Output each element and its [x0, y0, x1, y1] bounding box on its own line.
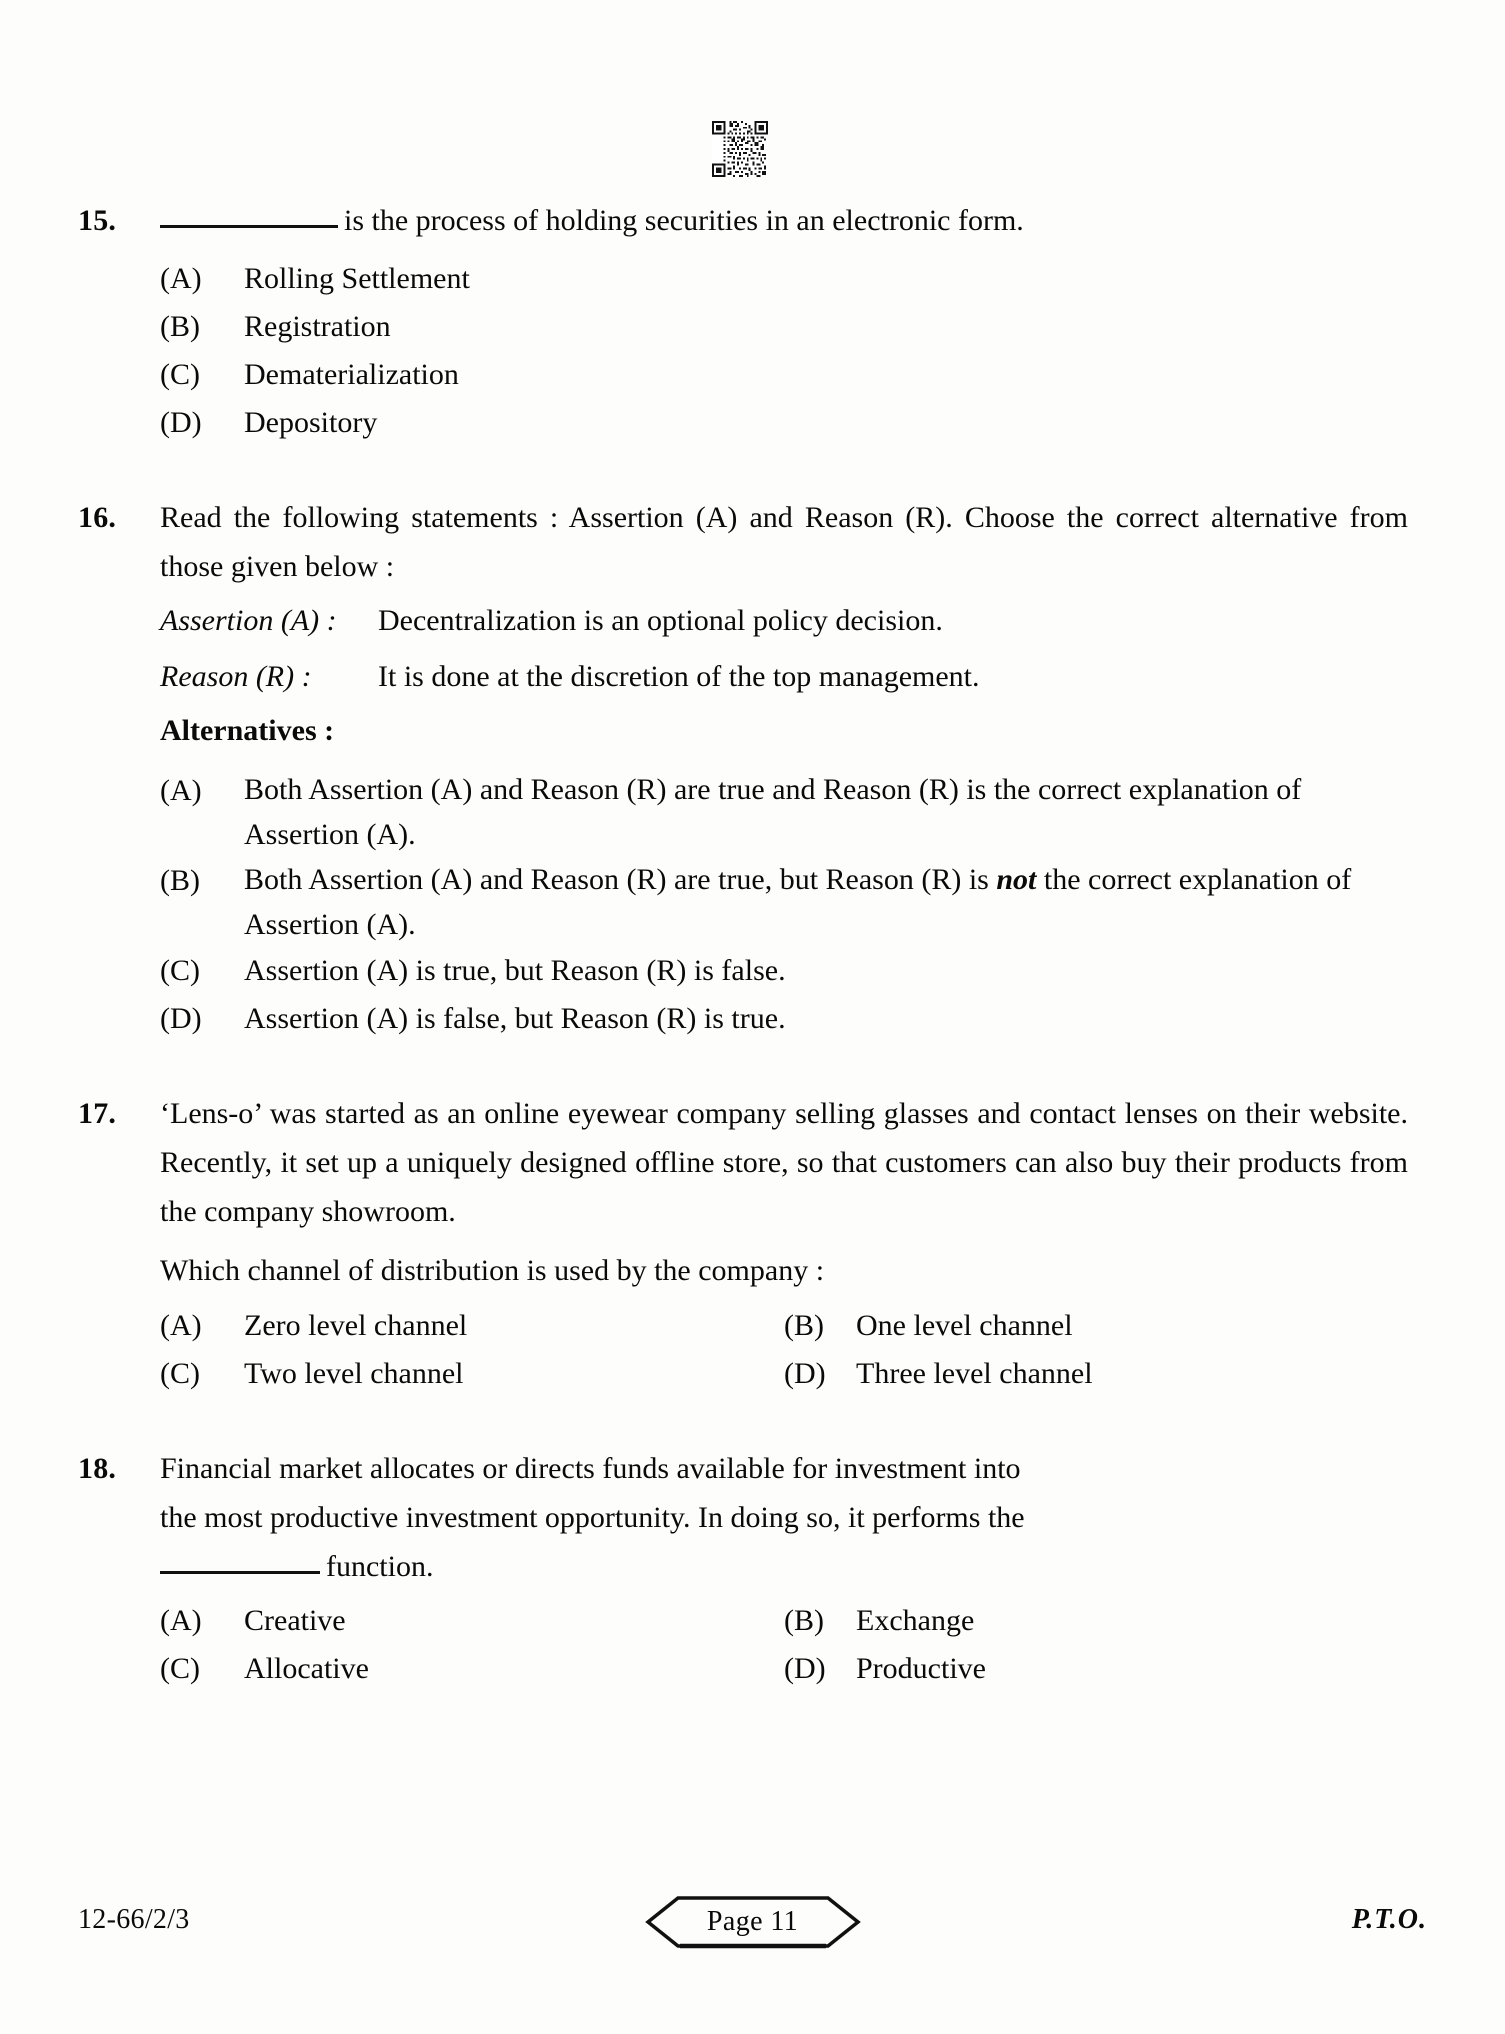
- fill-blank-line: [160, 1571, 320, 1574]
- option-c[interactable]: [160, 351, 1408, 399]
- option-c-text: Allocative: [244, 1652, 369, 1685]
- paper-code: 12-66/2/3: [78, 1904, 190, 1935]
- option-b-text: Registration: [244, 310, 391, 343]
- option-c-letter: (C): [160, 1652, 200, 1685]
- option-b-emphasis: not: [996, 863, 1037, 896]
- option-a-letter: (A): [160, 1309, 202, 1342]
- spacer: [78, 1043, 1408, 1089]
- option-a[interactable]: [160, 767, 1408, 857]
- option-b-text-part1: Both Assertion (A) and Reason (R) are true, but Reason (R) is: [244, 863, 997, 896]
- option-a-text: Zero level channel: [244, 1309, 468, 1342]
- option-c-letter: (C): [160, 1357, 200, 1390]
- options-row-2: [160, 1645, 1408, 1693]
- question-16-stem: Read the following statements : Assertion (A) and Reason (R). Choose the correct alternative from those given below :: [160, 501, 1408, 583]
- option-b-letter: (B): [160, 310, 200, 343]
- question-16-number: 16.: [78, 501, 117, 534]
- option-d-letter: (D): [160, 1002, 202, 1035]
- option-d[interactable]: [160, 995, 1408, 1043]
- reason-row: [160, 651, 1408, 703]
- option-c[interactable]: [160, 1645, 784, 1693]
- option-a-letter: (A): [160, 774, 202, 807]
- question-18: [78, 1444, 1408, 1693]
- option-b-letter: (B): [160, 864, 200, 897]
- option-b[interactable]: [784, 1302, 1408, 1350]
- option-d-letter: (D): [784, 1357, 826, 1390]
- option-d-text: Productive: [856, 1652, 986, 1685]
- option-a[interactable]: [160, 255, 1408, 303]
- option-c[interactable]: [160, 1350, 784, 1398]
- question-17-stem: ‘Lens-o’ was started as an online eyewear company selling glasses and contact lenses on their website. Recently, it set up a uniquely designed offline store, so that customers can also buy their products from the company showroom.: [160, 1097, 1408, 1228]
- option-d[interactable]: [160, 399, 1408, 447]
- option-c-text: Dematerialization: [244, 358, 459, 391]
- question-18-stem-line-3: [160, 1542, 1408, 1591]
- spacer: [78, 447, 1408, 493]
- alternatives-heading: Alternatives :: [160, 714, 335, 747]
- option-c-letter: (C): [160, 358, 200, 391]
- assertion-label: Assertion (A) :: [160, 604, 337, 637]
- reason-text: It is done at the discretion of the top management.: [378, 660, 980, 693]
- assertion-row: [160, 595, 1408, 647]
- option-d-text: Depository: [244, 406, 378, 439]
- reason-label: Reason (R) :: [160, 660, 312, 693]
- fill-blank-line: [160, 225, 338, 228]
- question-18-number: 18.: [78, 1452, 117, 1485]
- option-b-text-part2: the correct explanation of Assertion (A).: [244, 863, 1352, 941]
- option-b[interactable]: [784, 1597, 1408, 1645]
- option-b-letter: (B): [784, 1604, 824, 1637]
- question-15-stem-text: is the process of holding securities in an electronic form.: [344, 204, 1024, 237]
- question-15-stem: [160, 196, 1408, 245]
- question-17: [78, 1089, 1408, 1398]
- question-17-sub-question: Which channel of distribution is used by the company :: [160, 1254, 825, 1287]
- options-row-2: [160, 1350, 1408, 1398]
- option-c[interactable]: [160, 947, 1408, 995]
- options-row-1: [160, 1597, 1408, 1645]
- option-d[interactable]: [784, 1645, 1408, 1693]
- option-d-text: Three level channel: [856, 1357, 1093, 1390]
- assertion-text: Decentralization is an optional policy decision.: [378, 604, 943, 637]
- option-a-text: Both Assertion (A) and Reason (R) are true and Reason (R) is the correct explanation of Assertion (A).: [244, 773, 1302, 851]
- option-a-text: Creative: [244, 1604, 346, 1637]
- option-d-letter: (D): [784, 1652, 826, 1685]
- option-c-text: Two level channel: [244, 1357, 464, 1390]
- question-16: [78, 493, 1408, 1043]
- question-18-stem-line-3-text: function.: [326, 1550, 434, 1583]
- pto-label: P.T.O.: [1351, 1904, 1427, 1935]
- page-number-badge: [644, 1894, 862, 1950]
- options-row-1: [160, 1302, 1408, 1350]
- option-a-letter: (A): [160, 1604, 202, 1637]
- question-18-stem: [160, 1444, 1408, 1591]
- option-a[interactable]: [160, 1302, 784, 1350]
- option-c-letter: (C): [160, 954, 200, 987]
- option-b-text: Exchange: [856, 1604, 975, 1637]
- question-18-stem-line-2: the most productive investment opportunity. In doing so, it performs the: [160, 1501, 1025, 1534]
- page-number-text: Page 11: [706, 1906, 799, 1937]
- option-a-letter: (A): [160, 262, 202, 295]
- page-footer: [78, 1898, 1427, 1958]
- question-15-options: [160, 255, 1408, 447]
- qr-code-icon: [712, 120, 768, 178]
- option-b-text: One level channel: [856, 1309, 1073, 1342]
- option-c-text: Assertion (A) is true, but Reason (R) is false.: [244, 954, 786, 987]
- option-d-text: Assertion (A) is false, but Reason (R) is true.: [244, 1002, 786, 1035]
- option-b[interactable]: [160, 303, 1408, 351]
- question-18-options: [160, 1597, 1408, 1693]
- question-15-number: 15.: [78, 204, 117, 237]
- spacer: [78, 1398, 1408, 1444]
- option-d-letter: (D): [160, 406, 202, 439]
- option-a-text: Rolling Settlement: [244, 262, 470, 295]
- question-17-options: [160, 1302, 1408, 1398]
- option-a[interactable]: [160, 1597, 784, 1645]
- question-17-number: 17.: [78, 1097, 117, 1130]
- question-16-options: [160, 767, 1408, 1043]
- questions-container: [78, 196, 1408, 1693]
- option-b-letter: (B): [784, 1309, 824, 1342]
- option-d[interactable]: [784, 1350, 1408, 1398]
- option-b-text: [244, 857, 1408, 947]
- option-b[interactable]: [160, 857, 1408, 947]
- question-15: [78, 196, 1408, 447]
- question-18-stem-line-1: Financial market allocates or directs funds available for investment into: [160, 1452, 1021, 1485]
